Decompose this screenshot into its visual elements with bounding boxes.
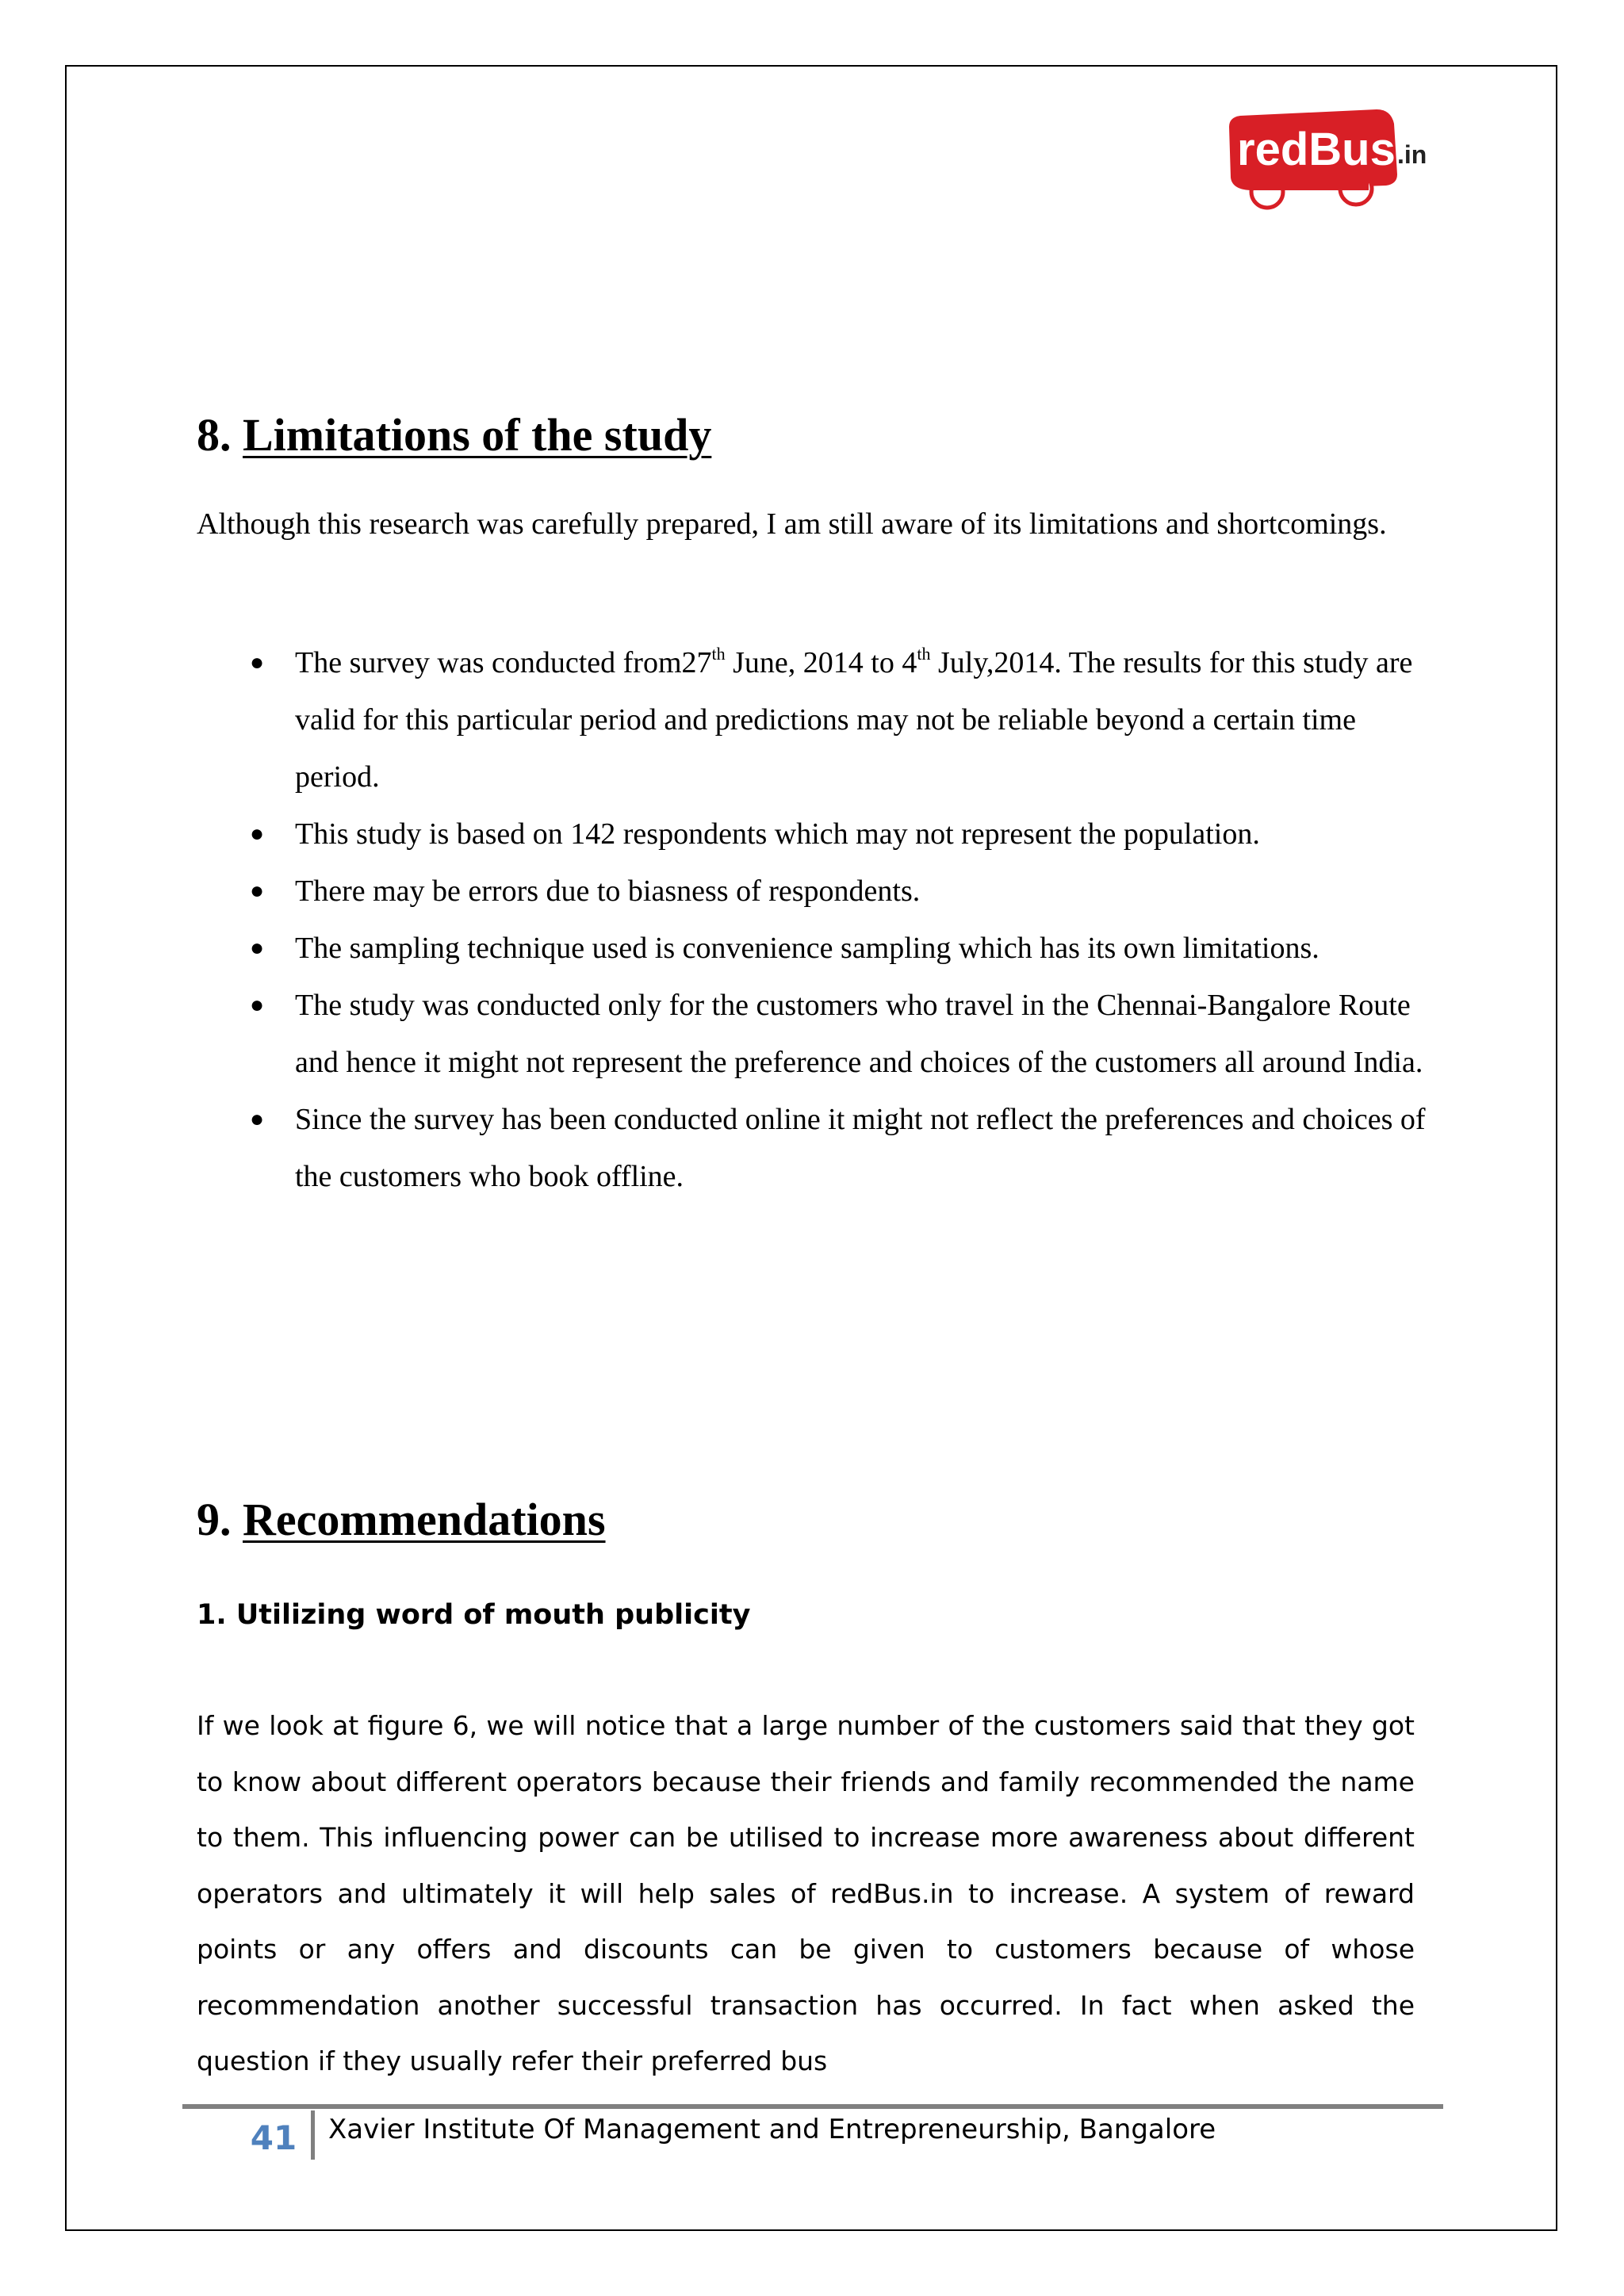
- footer-rule: [182, 2104, 1443, 2109]
- limitations-intro: Although this research was carefully prepared, I am still aware of its limitations and shortcomings.: [197, 507, 1387, 541]
- section-8-number: 8.: [197, 409, 232, 461]
- section-9-title: Recommendations: [243, 1494, 606, 1545]
- logo-brand-text: redBus: [1237, 124, 1396, 175]
- section-8-heading: [197, 408, 711, 463]
- section-9-number: 9.: [197, 1494, 232, 1545]
- list-item: [197, 977, 1434, 1091]
- ordinal-suffix: th: [917, 644, 931, 664]
- bullet-icon: ●: [249, 878, 265, 904]
- bullet-icon: ●: [249, 992, 265, 1018]
- bullet-icon: ●: [249, 1106, 265, 1132]
- limitations-list: [197, 634, 1434, 1205]
- bullet-text: This study is based on 142 respondents which may not represent the population.: [295, 817, 1260, 851]
- list-item: [197, 863, 1434, 920]
- ordinal-suffix: th: [711, 644, 726, 664]
- footer-institution: Xavier Institute Of Management and Entrepreneurship, Bangalore: [328, 2114, 1216, 2145]
- list-item: [197, 806, 1434, 863]
- bullet-text: The study was conducted only for the customers who travel in the Chennai-Bangalore Route and hence it might not represent the preference and choices of the customers all around India.: [295, 989, 1423, 1079]
- list-item: [197, 920, 1434, 977]
- recommendation-1-heading: 1. Utilizing word of mouth publicity: [197, 1599, 751, 1631]
- bullet-text-part: July,2014. The results for this study are valid for this particular period and predictions may not be reliable beyond a certain time period.: [295, 646, 1413, 794]
- section-9-heading: [197, 1492, 606, 1548]
- bullet-icon: ●: [249, 935, 265, 961]
- bullet-text: Since the survey has been conducted online it might not reflect the preferences and choices of the customers who book offline.: [295, 1103, 1426, 1193]
- logo-suffix-text: .in: [1397, 140, 1427, 169]
- section-8-title: Limitations of the study: [243, 409, 712, 461]
- bullet-text: There may be errors due to biasness of respondents.: [295, 874, 921, 908]
- bullet-text-part: June, 2014 to 4: [725, 646, 917, 679]
- page-number: 41: [250, 2118, 297, 2157]
- recommendation-1-paragraph: If we look at figure 6, we will notice that a large number of the customers said that they got to know about different operators because their friends and family recommended the name to them. This influencing power can be utilised to increase more awareness about different operators and ultimately it will help sales of redBus.in to increase. A system of reward points or any offers and discounts can be given to customers because of whose recommendation another successful transaction has occurred. In fact when asked the question if they usually refer their preferred bus: [197, 1710, 1415, 2076]
- bullet-icon: ●: [249, 821, 265, 847]
- redbus-logo: [1221, 101, 1435, 212]
- footer-divider: [311, 2110, 315, 2160]
- list-item: [197, 634, 1434, 806]
- list-item: [197, 1091, 1434, 1205]
- bullet-icon: ●: [249, 649, 265, 675]
- bullet-text: The sampling technique used is convenience sampling which has its own limitations.: [295, 932, 1320, 965]
- bullet-text-part: The survey was conducted from27: [295, 646, 712, 679]
